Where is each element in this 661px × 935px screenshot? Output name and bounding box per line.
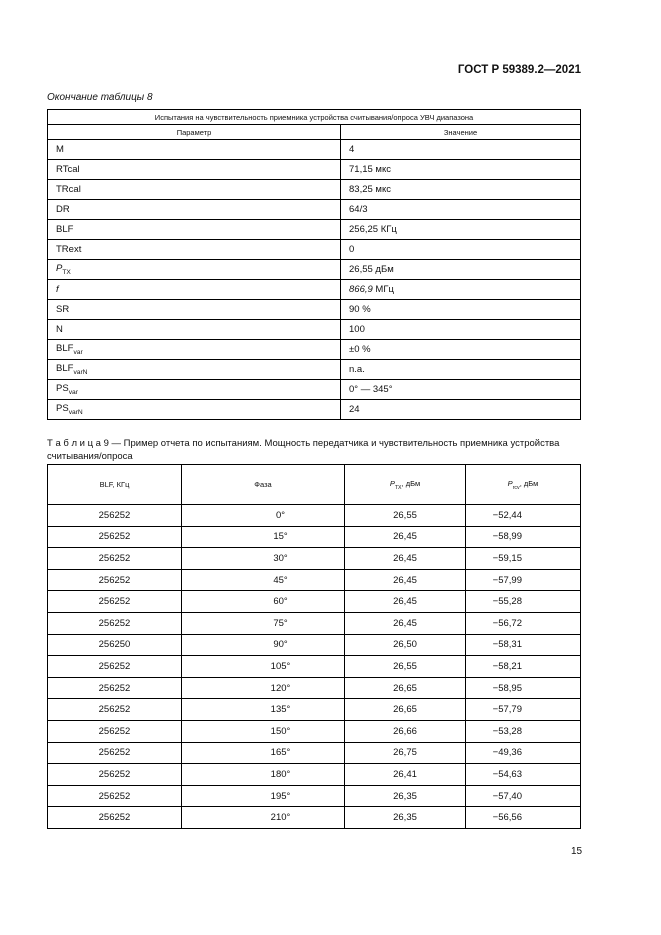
table9-header-prcv: $P_{rcv}$, дБм: [466, 465, 581, 505]
ptx-cell: 26,55: [345, 505, 466, 527]
blf-cell: 256252: [48, 548, 182, 570]
ptx-cell: 26,65: [345, 677, 466, 699]
table9-header-blf: BLF, КГц: [48, 465, 182, 505]
table-row: [48, 160, 581, 180]
blf-cell: 256252: [48, 785, 182, 807]
phase-cell: 195°: [182, 785, 345, 807]
value-cell: 24: [341, 400, 581, 420]
value-cell: 26,55 дБм: [341, 260, 581, 280]
table-row: [48, 280, 581, 300]
table-row: [48, 742, 581, 764]
table9-title: [47, 437, 587, 463]
value-cell: 4: [341, 140, 581, 160]
table-row: [48, 591, 581, 613]
phase-cell: 0°: [182, 505, 345, 527]
ptx-cell: 26,45: [345, 548, 466, 570]
blf-cell: 256252: [48, 807, 182, 829]
blf-cell: 256252: [48, 764, 182, 786]
table8-caption: Окончание таблицы 8: [47, 92, 153, 103]
table9-header-phase: Фаза: [182, 465, 345, 505]
blf-cell: 256252: [48, 720, 182, 742]
param-cell: DR: [48, 200, 341, 220]
blf-cell: 256252: [48, 699, 182, 721]
prcv-cell: −57,79: [466, 699, 581, 721]
ptx-cell: 26,45: [345, 526, 466, 548]
table-row: [48, 764, 581, 786]
blf-cell: 256252: [48, 526, 182, 548]
table-row: [48, 220, 581, 240]
table-row: [48, 526, 581, 548]
prcv-cell: −57,99: [466, 569, 581, 591]
table8: [47, 109, 581, 420]
table-row: [48, 656, 581, 678]
table-row: [48, 180, 581, 200]
table8-col-value: Значение: [341, 125, 581, 140]
blf-cell: 256252: [48, 656, 182, 678]
table9-title-label: Т а б л и ц а 9: [47, 438, 109, 449]
phase-cell: 15°: [182, 526, 345, 548]
table-row: [48, 400, 581, 420]
value-cell: 64/3: [341, 200, 581, 220]
blf-cell: 256252: [48, 505, 182, 527]
param-cell: f: [48, 280, 341, 300]
ptx-cell: 26,45: [345, 569, 466, 591]
prcv-cell: −56,56: [466, 807, 581, 829]
prcv-cell: −58,31: [466, 634, 581, 656]
table-row: [48, 699, 581, 721]
table-row: [48, 360, 581, 380]
param-cell: TRcal: [48, 180, 341, 200]
table9-title-text: — Пример отчета по испытаниям. Мощность передатчика и чувствительность приемника устройства считывания/опроса: [47, 438, 560, 462]
table8-col-param: Параметр: [48, 125, 341, 140]
phase-cell: 120°: [182, 677, 345, 699]
table-row: [48, 548, 581, 570]
value-cell: 256,25 КГц: [341, 220, 581, 240]
table-row: [48, 569, 581, 591]
param-cell: $P_{TX}$: [48, 260, 341, 280]
blf-cell: 256252: [48, 591, 182, 613]
param-cell: SR: [48, 300, 341, 320]
table-row: [48, 380, 581, 400]
param-cell: $PS_{varN}$: [48, 400, 341, 420]
phase-cell: 210°: [182, 807, 345, 829]
phase-cell: 150°: [182, 720, 345, 742]
ptx-cell: 26,66: [345, 720, 466, 742]
prcv-cell: −49,36: [466, 742, 581, 764]
ptx-cell: 26,45: [345, 591, 466, 613]
ptx-cell: 26,35: [345, 807, 466, 829]
blf-cell: 256252: [48, 677, 182, 699]
value-cell: 0° — 345°: [341, 380, 581, 400]
table-row: [48, 240, 581, 260]
ptx-cell: 26,41: [345, 764, 466, 786]
phase-cell: 60°: [182, 591, 345, 613]
table-row: [48, 260, 581, 280]
table9: [47, 464, 581, 829]
table-row: [48, 340, 581, 360]
value-cell: 100: [341, 320, 581, 340]
param-cell: $PS_{var}$: [48, 380, 341, 400]
phase-cell: 135°: [182, 699, 345, 721]
prcv-cell: −52,44: [466, 505, 581, 527]
value-cell: n.a.: [341, 360, 581, 380]
prcv-cell: −58,95: [466, 677, 581, 699]
table-row: [48, 634, 581, 656]
prcv-cell: −53,28: [466, 720, 581, 742]
param-cell: M: [48, 140, 341, 160]
phase-cell: 165°: [182, 742, 345, 764]
phase-cell: 90°: [182, 634, 345, 656]
table8-group-header: Испытания на чувствительность приемника устройства считывания/опроса УВЧ диапазона: [48, 110, 581, 125]
ptx-cell: 26,75: [345, 742, 466, 764]
table-row: [48, 140, 581, 160]
table-row: [48, 300, 581, 320]
table-row: [48, 505, 581, 527]
prcv-cell: −56,72: [466, 612, 581, 634]
phase-cell: 75°: [182, 612, 345, 634]
param-cell: TRext: [48, 240, 341, 260]
value-cell: 71,15 мкс: [341, 160, 581, 180]
prcv-cell: −59,15: [466, 548, 581, 570]
ptx-cell: 26,55: [345, 656, 466, 678]
table-row: [48, 785, 581, 807]
value-cell: 83,25 мкс: [341, 180, 581, 200]
table-row: [48, 320, 581, 340]
param-cell: N: [48, 320, 341, 340]
param-cell: $BLF_{var}$: [48, 340, 341, 360]
ptx-cell: 26,50: [345, 634, 466, 656]
table-row: [48, 612, 581, 634]
prcv-cell: −58,99: [466, 526, 581, 548]
blf-cell: 256252: [48, 742, 182, 764]
value-cell: 0: [341, 240, 581, 260]
table-row: [48, 720, 581, 742]
value-cell: ±0 %: [341, 340, 581, 360]
value-cell: 90 %: [341, 300, 581, 320]
prcv-cell: −54,63: [466, 764, 581, 786]
table-row: [48, 807, 581, 829]
phase-cell: 45°: [182, 569, 345, 591]
prcv-cell: −58,21: [466, 656, 581, 678]
param-cell: BLF: [48, 220, 341, 240]
ptx-cell: 26,35: [345, 785, 466, 807]
table-row: [48, 200, 581, 220]
ptx-cell: 26,45: [345, 612, 466, 634]
document-number: ГОСТ Р 59389.2—2021: [457, 64, 581, 76]
blf-cell: 256252: [48, 569, 182, 591]
phase-cell: 180°: [182, 764, 345, 786]
prcv-cell: −57,40: [466, 785, 581, 807]
param-cell: RTcal: [48, 160, 341, 180]
blf-cell: 256252: [48, 612, 182, 634]
phase-cell: 30°: [182, 548, 345, 570]
value-cell: 866,9 МГц: [341, 280, 581, 300]
param-cell: $BLF_{varN}$: [48, 360, 341, 380]
blf-cell: 256250: [48, 634, 182, 656]
ptx-cell: 26,65: [345, 699, 466, 721]
phase-cell: 105°: [182, 656, 345, 678]
page-number: 15: [571, 846, 583, 857]
table9-header-ptx: $P_{TX}$, дБм: [345, 465, 466, 505]
prcv-cell: −55,28: [466, 591, 581, 613]
table-row: [48, 677, 581, 699]
